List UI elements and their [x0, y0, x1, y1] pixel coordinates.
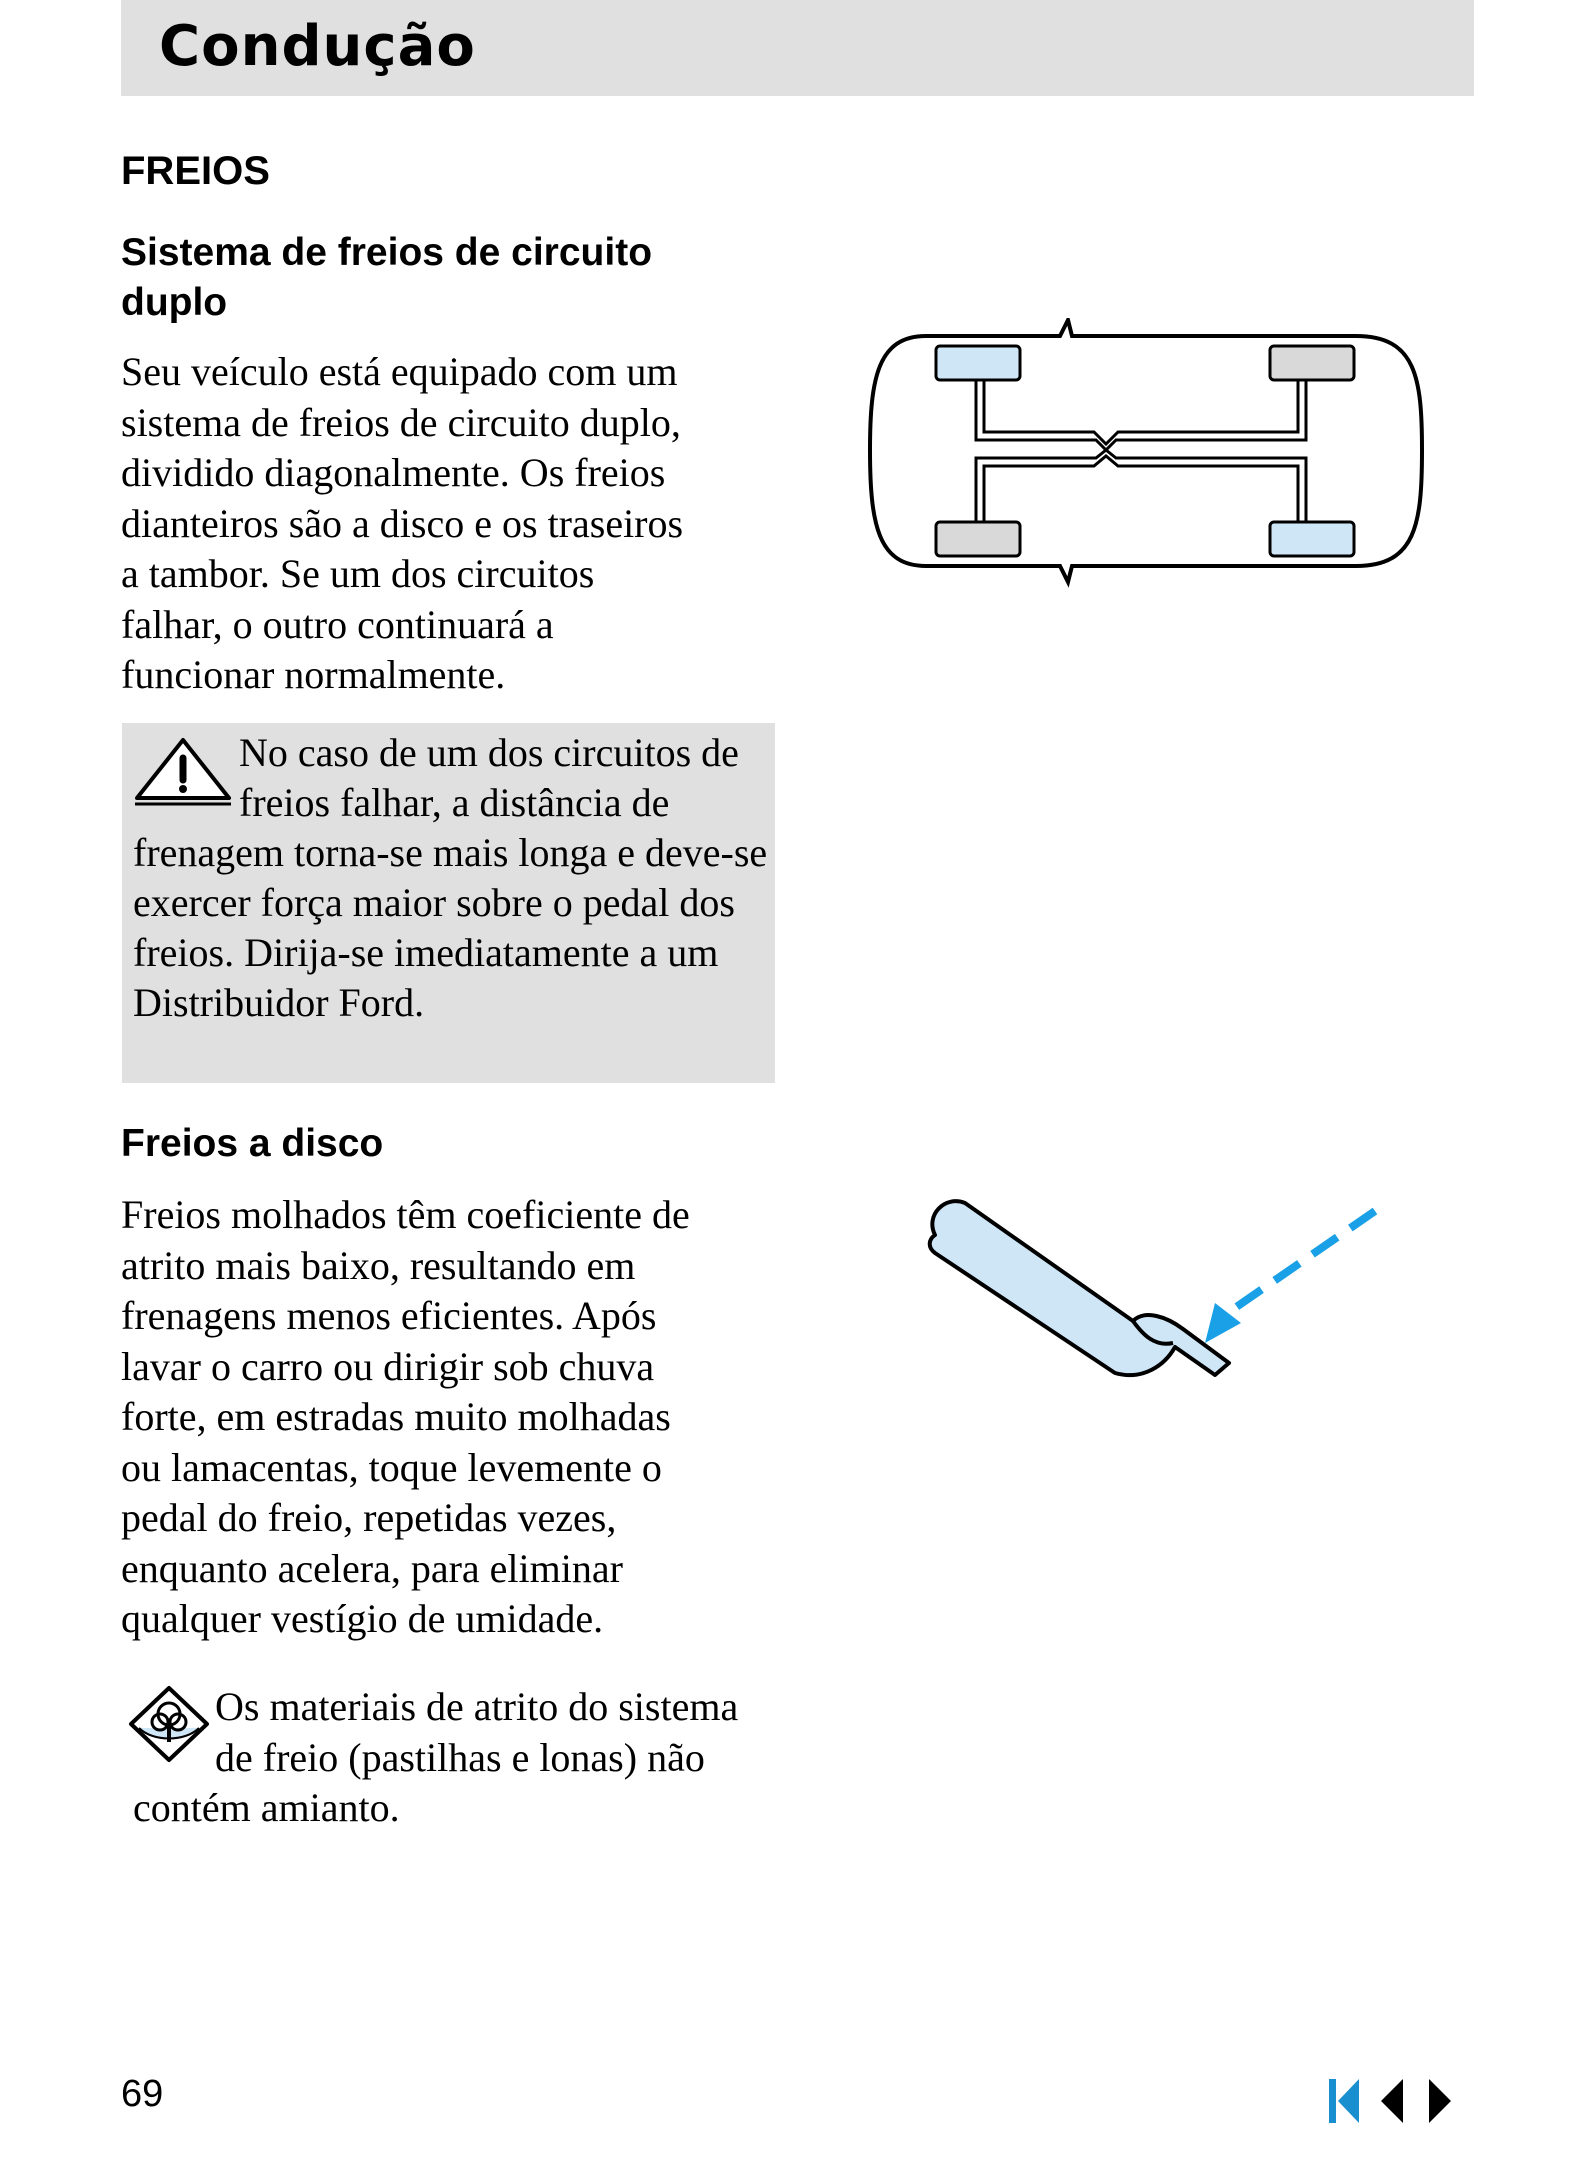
- previous-page-icon[interactable]: [1377, 2077, 1407, 2125]
- page-number: 69: [121, 2073, 164, 2115]
- disc-brakes-body: Freios molhados têm coeficiente de atrito mais baixo, resultando em frenagens menos eficientes. Após lavar o carro ou dirigir sob chuva forte, em estradas muito molhadas ou lamacentas, toque levemente o pedal do freio, repetidas vezes, enquanto acelera, para eliminar qualquer vestígio de umidade.: [121, 1192, 690, 1641]
- first-page-icon[interactable]: [1327, 2077, 1363, 2125]
- environment-tree-icon: [127, 1684, 211, 1764]
- brake-pedal-illustration: [915, 1195, 1385, 1435]
- force-arrow-line: [1219, 1211, 1375, 1319]
- brake-pedal: [930, 1201, 1229, 1375]
- header-bar: [121, 0, 1474, 96]
- next-page-icon[interactable]: [1425, 2077, 1455, 2125]
- warning-box: [122, 723, 775, 1083]
- warning-triangle-icon: [133, 736, 233, 808]
- wheel-rear-left: [1270, 346, 1354, 380]
- disc-brakes-heading: Freios a disco: [121, 1122, 384, 1165]
- section-heading: FREIOS: [121, 149, 270, 193]
- page-title: Condução: [159, 14, 476, 79]
- dual-circuit-body: Seu veículo está equipado com um sistema de freios de circuito duplo, dividido diagonalmente. Os freios dianteiros são a disco e os traseiros a tambor. Se um dos circuitos falhar, o outro continuará a funcionar normalmente.: [121, 349, 684, 697]
- dual-circuit-diagram: [866, 318, 1426, 588]
- wheel-front-left: [936, 346, 1020, 380]
- dual-circuit-heading: Sistema de freios de circuito duplo: [121, 231, 653, 324]
- wheel-rear-right: [1270, 522, 1354, 556]
- environment-note-text: Os materiais de atrito do sistema de freio (pastilhas e lonas) não contém amianto.: [133, 1684, 739, 1830]
- wheel-front-right: [936, 522, 1020, 556]
- force-arrow-head: [1205, 1303, 1241, 1343]
- warning-text: No caso de um dos circuitos de freios falhar, a distância de frenagem torna-se mais longa e deve-se exercer força maior sobre o pedal dos freios. Dirija-se imediatamente a um Distribuidor Ford.: [133, 730, 768, 1025]
